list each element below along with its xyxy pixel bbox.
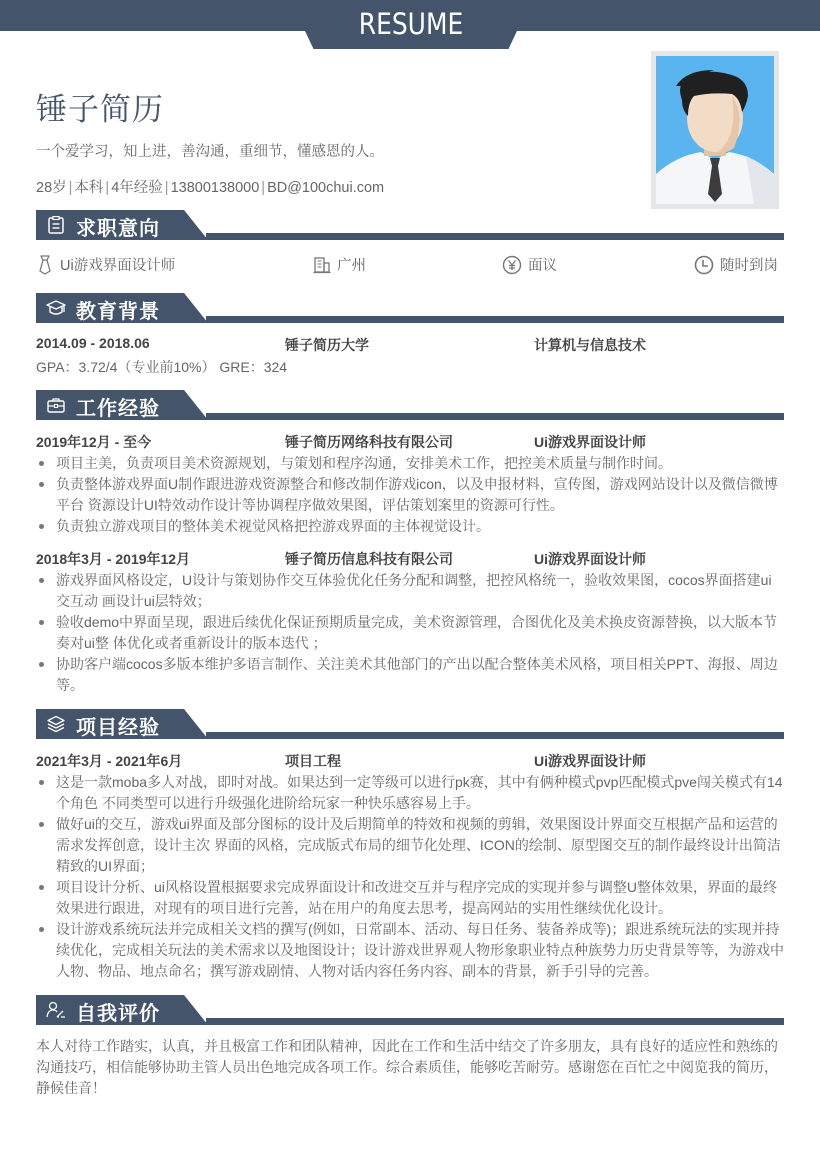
- list-item: 项目主美，负责项目美术资源规划，与策划和程序沟通，安排美术工作，把控美术质量与制作时间。: [36, 453, 784, 474]
- list-item: 项目设计分析、ui风格设置根据要求完成界面设计和改进交互并与程序完成的实现并参与调整U整体效果，界面的最终效果进行跟进，对现有的项目进行完善，站在用户的角度去思考，提高网站的实用性继续优化设计。: [36, 877, 784, 919]
- project-bullets: [36, 772, 784, 982]
- section-divider: [206, 233, 784, 240]
- work-entry-header: [36, 432, 784, 452]
- clipboard-icon: [46, 216, 66, 234]
- building-icon: [313, 256, 331, 274]
- work-bullets: [36, 570, 784, 696]
- section-divider: [206, 1018, 784, 1025]
- briefcase-icon: [46, 396, 66, 414]
- intent-availability-label: 随时到岗: [720, 258, 778, 274]
- info-separator: |: [105, 180, 110, 196]
- list-item: 验收demo中界面呈现，跟进后续优化保证预期质量完成，美术资源管理，合图优化及美术换皮资源替换，以大版本节奏对ui整 体优化或者重新设计的版本迭代 ；: [36, 612, 784, 654]
- list-item: 负责独立游戏项目的整体美术视觉风格把控游戏界面的主体视觉设计。: [36, 516, 784, 537]
- list-item: 游戏界面风格设定，U设计与策划协作交互体验优化任务分配和调整，把控风格统一，验收效果图，cocos界面搭建ui交互动 画设计ui层特效；: [36, 570, 784, 612]
- education-entry-header: [36, 335, 784, 355]
- info-separator: |: [68, 180, 73, 196]
- resume-title: RESUME: [358, 7, 464, 41]
- project-role: Ui游戏界面设计师: [534, 753, 646, 769]
- section-header-self-eval: [36, 995, 784, 1025]
- work-period: 2019年12月 - 至今: [36, 434, 152, 450]
- info-degree: 本科: [74, 180, 104, 196]
- layers-icon: [46, 715, 66, 733]
- avatar-illustration-icon: [656, 56, 774, 204]
- intent-availability: [694, 254, 778, 275]
- list-item: 负责整体游戏界面U制作跟进游戏资源整合和修改制作游戏icon，以及申报材料，宣传图，游戏网站设计以及微信微博平台 资源设计UI特效动作设计等协调程序做效果图，评估策划案里的资源可行性。: [36, 474, 784, 516]
- candidate-motto: 一个爱学习，知上进，善沟通，重细节，懂感恩的人。: [36, 144, 384, 160]
- work-role: Ui游戏界面设计师: [534, 551, 646, 567]
- intent-city-label: 广州: [337, 258, 366, 274]
- job-intent-row: [36, 254, 784, 276]
- intent-salary-label: 面议: [528, 258, 557, 274]
- candidate-info: [36, 176, 384, 197]
- project-name: 项目工程: [285, 753, 341, 769]
- intent-salary: [502, 254, 557, 275]
- info-age: 28岁: [36, 180, 67, 196]
- info-separator: |: [164, 180, 169, 196]
- tie-icon: [36, 255, 54, 275]
- avatar: [656, 56, 774, 204]
- section-title: 求职意向: [76, 218, 160, 240]
- education-school: 锤子简历大学: [285, 337, 369, 353]
- list-item: 这是一款moba多人对战，即时对战。如果达到一定等级可以进行pk赛，其中有俩种模式pvp匹配模式pve闯关模式有14个角色 不同类型可以进行升级强化进阶给玩家一种快乐感容易上手。: [36, 772, 784, 814]
- info-email: BD@100chui.com: [267, 180, 385, 196]
- work-company: 锤子简历网络科技有限公司: [285, 434, 453, 450]
- section-divider: [206, 413, 784, 420]
- section-header-work: [36, 390, 784, 420]
- section-title: 教育背景: [76, 301, 160, 323]
- project-entry-header: [36, 751, 784, 771]
- section-title: 工作经验: [76, 398, 160, 420]
- section-divider: [206, 732, 784, 739]
- info-separator: |: [261, 180, 266, 196]
- clock-icon: [694, 255, 714, 275]
- section-divider: [206, 316, 784, 323]
- user-edit-icon: [46, 1001, 66, 1019]
- section-header-projects: [36, 709, 784, 739]
- work-entry-header: [36, 549, 784, 569]
- candidate-name: 锤子简历: [36, 92, 164, 127]
- section-header-education: [36, 293, 784, 323]
- profile-photo: [651, 51, 779, 209]
- work-bullets: [36, 453, 784, 537]
- intent-position-label: Ui游戏界面设计师: [60, 258, 176, 274]
- list-item: 协助客户端cocos多版本维护多语言制作、关注美术其他部门的产出以配合整体美术风格，项目相关PPT、海报、周边等。: [36, 654, 784, 696]
- work-role: Ui游戏界面设计师: [534, 434, 646, 450]
- graduation-cap-icon: [46, 299, 66, 317]
- self-evaluation-text: 本人对待工作踏实，认真，并且极富工作和团队精神，因此在工作和生活中结交了许多朋友，具有良好的适应性和熟练的沟通技巧，相信能够协助主管人员出色地完成各项工作。综合素质佳，能够吃苦耐劳。感谢您在百忙之中阅览我的简历，静候佳音！: [36, 1038, 778, 1096]
- section-title: 项目经验: [76, 717, 160, 739]
- list-item: 设计游戏系统玩法并完成相关文档的撰写(例如，日常副本、活动、每日任务、装备养成等)；跟进系统玩法的实现并持续优化，完成相关玩法的美术需求以及地图设计；设计游戏世界观人物形象职业特点种族势力历史背景等等，为游戏中人物、物品、地点命名；撰写游戏剧情、人物对话内容任务内容、副本的背景，新手引导的完善。: [36, 919, 784, 982]
- info-phone: 13800138000: [170, 180, 260, 196]
- education-detail: GPA：3.72/4（专业前10%） GRE：324: [36, 359, 288, 375]
- work-company: 锤子简历信息科技有限公司: [285, 551, 453, 567]
- yen-icon: [502, 255, 522, 275]
- info-experience: 4年经验: [111, 180, 163, 196]
- section-header-intent: [36, 210, 784, 240]
- work-period: 2018年3月 - 2019年12月: [36, 551, 191, 567]
- intent-position: [36, 254, 175, 275]
- list-item: 做好ui的交互，游戏ui界面及部分图标的设计及后期简单的特效和视频的剪辑，效果图设计界面交互根据产品和运营的需求发挥创意，设计主次 界面的风格，完成版式布局的细节化处理、ICON的绘制、原型图交互的制作最终设计出简洁精致的UI界面；: [36, 814, 784, 877]
- project-period: 2021年3月 - 2021年6月: [36, 753, 183, 769]
- education-period: 2014.09 - 2018.06: [36, 335, 150, 351]
- intent-city: [313, 254, 366, 275]
- education-major: 计算机与信息技术: [534, 337, 646, 353]
- section-title: 自我评价: [76, 1003, 160, 1025]
